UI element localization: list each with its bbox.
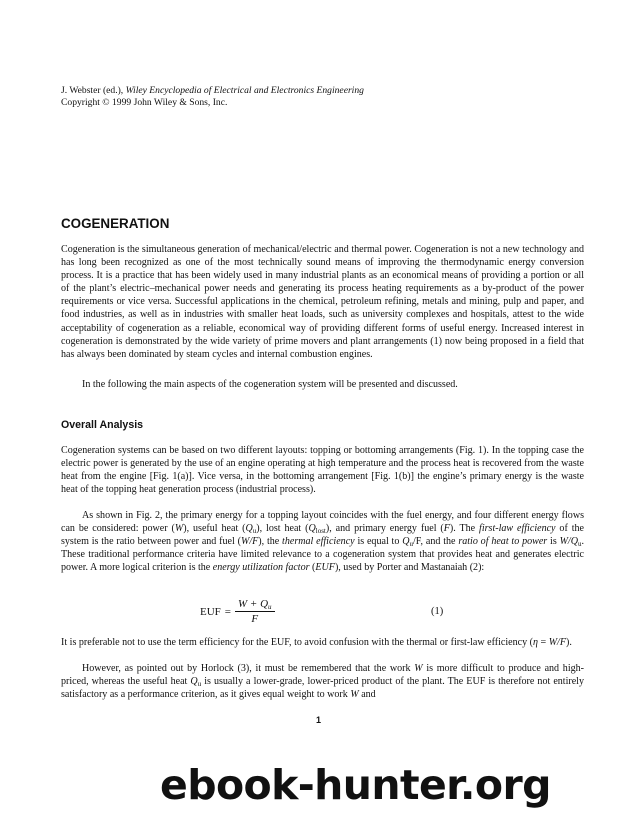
subscript: u [252, 527, 257, 536]
var-q: Q [402, 536, 410, 548]
var-q: Q [245, 523, 253, 535]
watermark-text: ebook-hunter.org [160, 761, 551, 809]
numerator-text: W + Q [238, 598, 269, 610]
var-w: W [350, 689, 359, 701]
subscript: lost [315, 527, 326, 536]
text-run: ( [309, 562, 316, 574]
paragraph-text [61, 509, 584, 574]
text-run: is equal to [354, 536, 403, 548]
euf-equation [200, 598, 275, 625]
text-run: As shown in Fig. 2, the primary energy for a topping layout coincides with the fuel energy, and four different energy flows can be considered: power ( [61, 510, 584, 535]
text-run: ), useful heat ( [183, 523, 246, 535]
copyright-line: Copyright © 1999 John Wiley & Sons, Inc. [61, 97, 228, 108]
section-heading: Overall Analysis [61, 419, 144, 431]
equation-number: (1) [431, 606, 444, 617]
text-run: ), lost heat ( [256, 523, 309, 535]
var-w: W [414, 663, 423, 674]
text-run: ). [566, 637, 572, 648]
var-expr: W/F [240, 536, 259, 548]
text-run: /F, and the [412, 536, 459, 548]
horlock-paragraph [61, 662, 584, 701]
numerator [235, 598, 275, 612]
layout-paragraph [61, 444, 584, 496]
emphasis: ratio of heat to power [458, 536, 548, 548]
text-run: ), the [258, 536, 283, 548]
emphasis: first-law efficiency [479, 523, 556, 535]
page-number: 1 [316, 715, 322, 725]
var-w: W [174, 523, 184, 535]
var-f: F [443, 523, 450, 535]
var-eta: η [533, 637, 538, 648]
text-run: is more difficult to produce and high-priced, whereas the useful heat [61, 663, 584, 688]
text-run: is [547, 536, 560, 548]
emphasis: thermal efficiency [282, 536, 355, 548]
paragraph-text: In the following the main aspects of the cogeneration system will be presented and discussed. [82, 379, 458, 390]
text-run: ). The [449, 523, 480, 535]
text-run: ), used by Porter and Mastanaiah (2): [334, 562, 485, 574]
outline-paragraph [61, 378, 584, 391]
var-q: Q [190, 676, 198, 688]
citation-header [61, 85, 364, 109]
text-run: It is preferable not to use the term efficiency for the EUF, to avoid confusion with the thermal or first-law efficiency ( [61, 637, 533, 648]
equals-sign: = [224, 605, 231, 618]
denominator: F [251, 613, 259, 625]
citation-line [61, 85, 364, 97]
equation-lhs: EUF [200, 605, 221, 618]
fraction [235, 598, 275, 625]
subscript: u [409, 540, 413, 549]
subscript: u [197, 680, 202, 689]
text-run: = [537, 637, 549, 648]
text-run: . These traditional performance criteria have limited relevance to a cogeneration system that provides heat and generates electric power. A more logical criterion is the [61, 536, 584, 574]
encyclopedia-title: Wiley Encyclopedia of Electrical and Electronics Engineering [125, 85, 364, 96]
paragraph-text [61, 662, 584, 701]
paragraph-text: Cogeneration is the simultaneous generation of mechanical/electric and thermal power. Cogeneration is not a new technology and has long been recognized as one of the most technically sound means of improving the thermodynamic energy conversion process. It is a practice that has been widely used in many industrial plants as an economical means of providing a portion or all of the plant’s electric–mechanical power needs and generating its process heating requirements as a by-product of the power requirements or vice versa. Successful applications in the chemical, petroleum refining, metals and mining, pulp and paper, and food industries, as well as in industries with smaller heat loads, such as university complexes and hospitals, attest to the wide acceptability of cogeneration as a reliable, economical way of providing different forms of useful energy. Increased interest in cogeneration is demonstrated by the wide variety of prime movers and plant arrangements (1) now being proposed in a field that has always been dominated by steam cycles and internal combustion engines. [61, 244, 584, 360]
var-expr: W/F [548, 637, 566, 648]
intro-paragraph [61, 243, 584, 361]
emphasis: energy utilization factor [212, 562, 310, 574]
var-expr: W/Q [559, 536, 578, 548]
euf-note-paragraph [61, 636, 584, 649]
emphasis: EUF [315, 562, 335, 574]
subscript: u [577, 540, 582, 549]
text-run: and [358, 689, 376, 701]
text-run: is usually a lower-grade, lower-priced product of the plant. The EUF is therefore not entirely satisfactory as a performance criterion, as it gives equal weight to work [61, 676, 585, 701]
text-run: of the system is the ratio between power and fuel ( [61, 523, 584, 548]
paragraph-text: Cogeneration systems can be based on two different layouts: topping or bottoming arrangements (Fig. 1). In the topping case the electric power is generated by the use of an engine operating at high temperature and the process heat is recovered from the waste heat from the engine [Fig. 1(a)]. Vice versa, in the bottoming arrangement [Fig. 1(b)] the engine’s primary energy is the waste heat of the topping heat generation process (industrial process). [61, 445, 584, 496]
subscript: u [268, 603, 272, 611]
paragraph-text [61, 636, 584, 649]
citation-editor: J. Webster (ed.), [61, 85, 126, 96]
article-title: COGENERATION [61, 216, 170, 231]
text-run: ), and primary energy fuel ( [325, 523, 444, 535]
energy-flows-paragraph [61, 509, 584, 574]
var-q: Q [308, 523, 316, 535]
text-run: However, as pointed out by Horlock (3), it must be remembered that the work [82, 663, 415, 674]
